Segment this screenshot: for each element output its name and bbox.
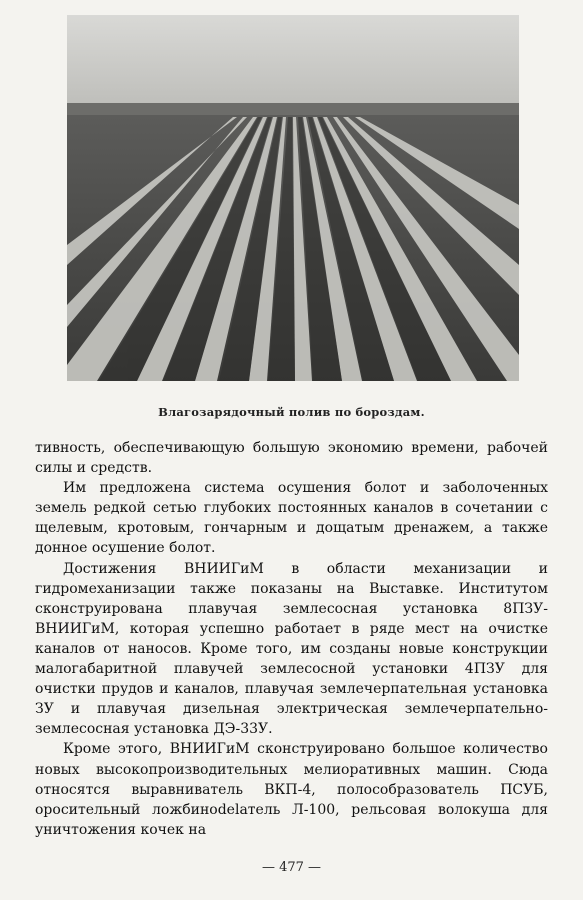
photo-graphic — [67, 15, 519, 381]
furrow-irrigation-photo — [67, 15, 519, 381]
page-number: — 477 — — [261, 860, 322, 875]
horizon-treeline — [67, 103, 519, 117]
paragraph-1: тивность, обеспечивающую большую экономию времени, рабочей силы и средств. — [35, 440, 548, 477]
paragraph-2: Им предложена система осушения болот и заболоченных земель редкой сетью глубоких постоянных каналов в сочетании с щелевым, кротовым, гончарным и дощатым дренажем, а также донное осушение болот. — [35, 480, 548, 557]
sky — [67, 15, 519, 110]
paragraph-3: Достижения ВНИИГиМ в области механизации и гидромеханизации также показаны на Выставке. Институтом сконструирована плавучая землесосная установка 8ПЗУ-ВНИИГиМ, которая успешно работает в ряде мест на очистке каналов от наносов. Кроме того, им созданы новые конструкции малогабаритной плавучей землесосной установки 4ПЗУ для очистки прудов и каналов, плавучая землечерпательная установка ЗУ и плавучая дизельная электрическая землечерпательно-землесосная установка ДЭ-33У. — [35, 560, 548, 738]
figure-caption: Влагозарядочный полив по бороздам. — [158, 405, 425, 419]
body-text — [35, 438, 548, 840]
paragraph-4: Кроме этого, ВНИИГиМ сконструировано большое количество новых высокопроизводительных мелиоративных машин. Сюда относятся выравниватель ВКП-4, полособразователь ПСУБ, оросительный ложбинodelатель Л-100, рельсовая волокуша для уничтожения кочек на — [35, 741, 548, 838]
